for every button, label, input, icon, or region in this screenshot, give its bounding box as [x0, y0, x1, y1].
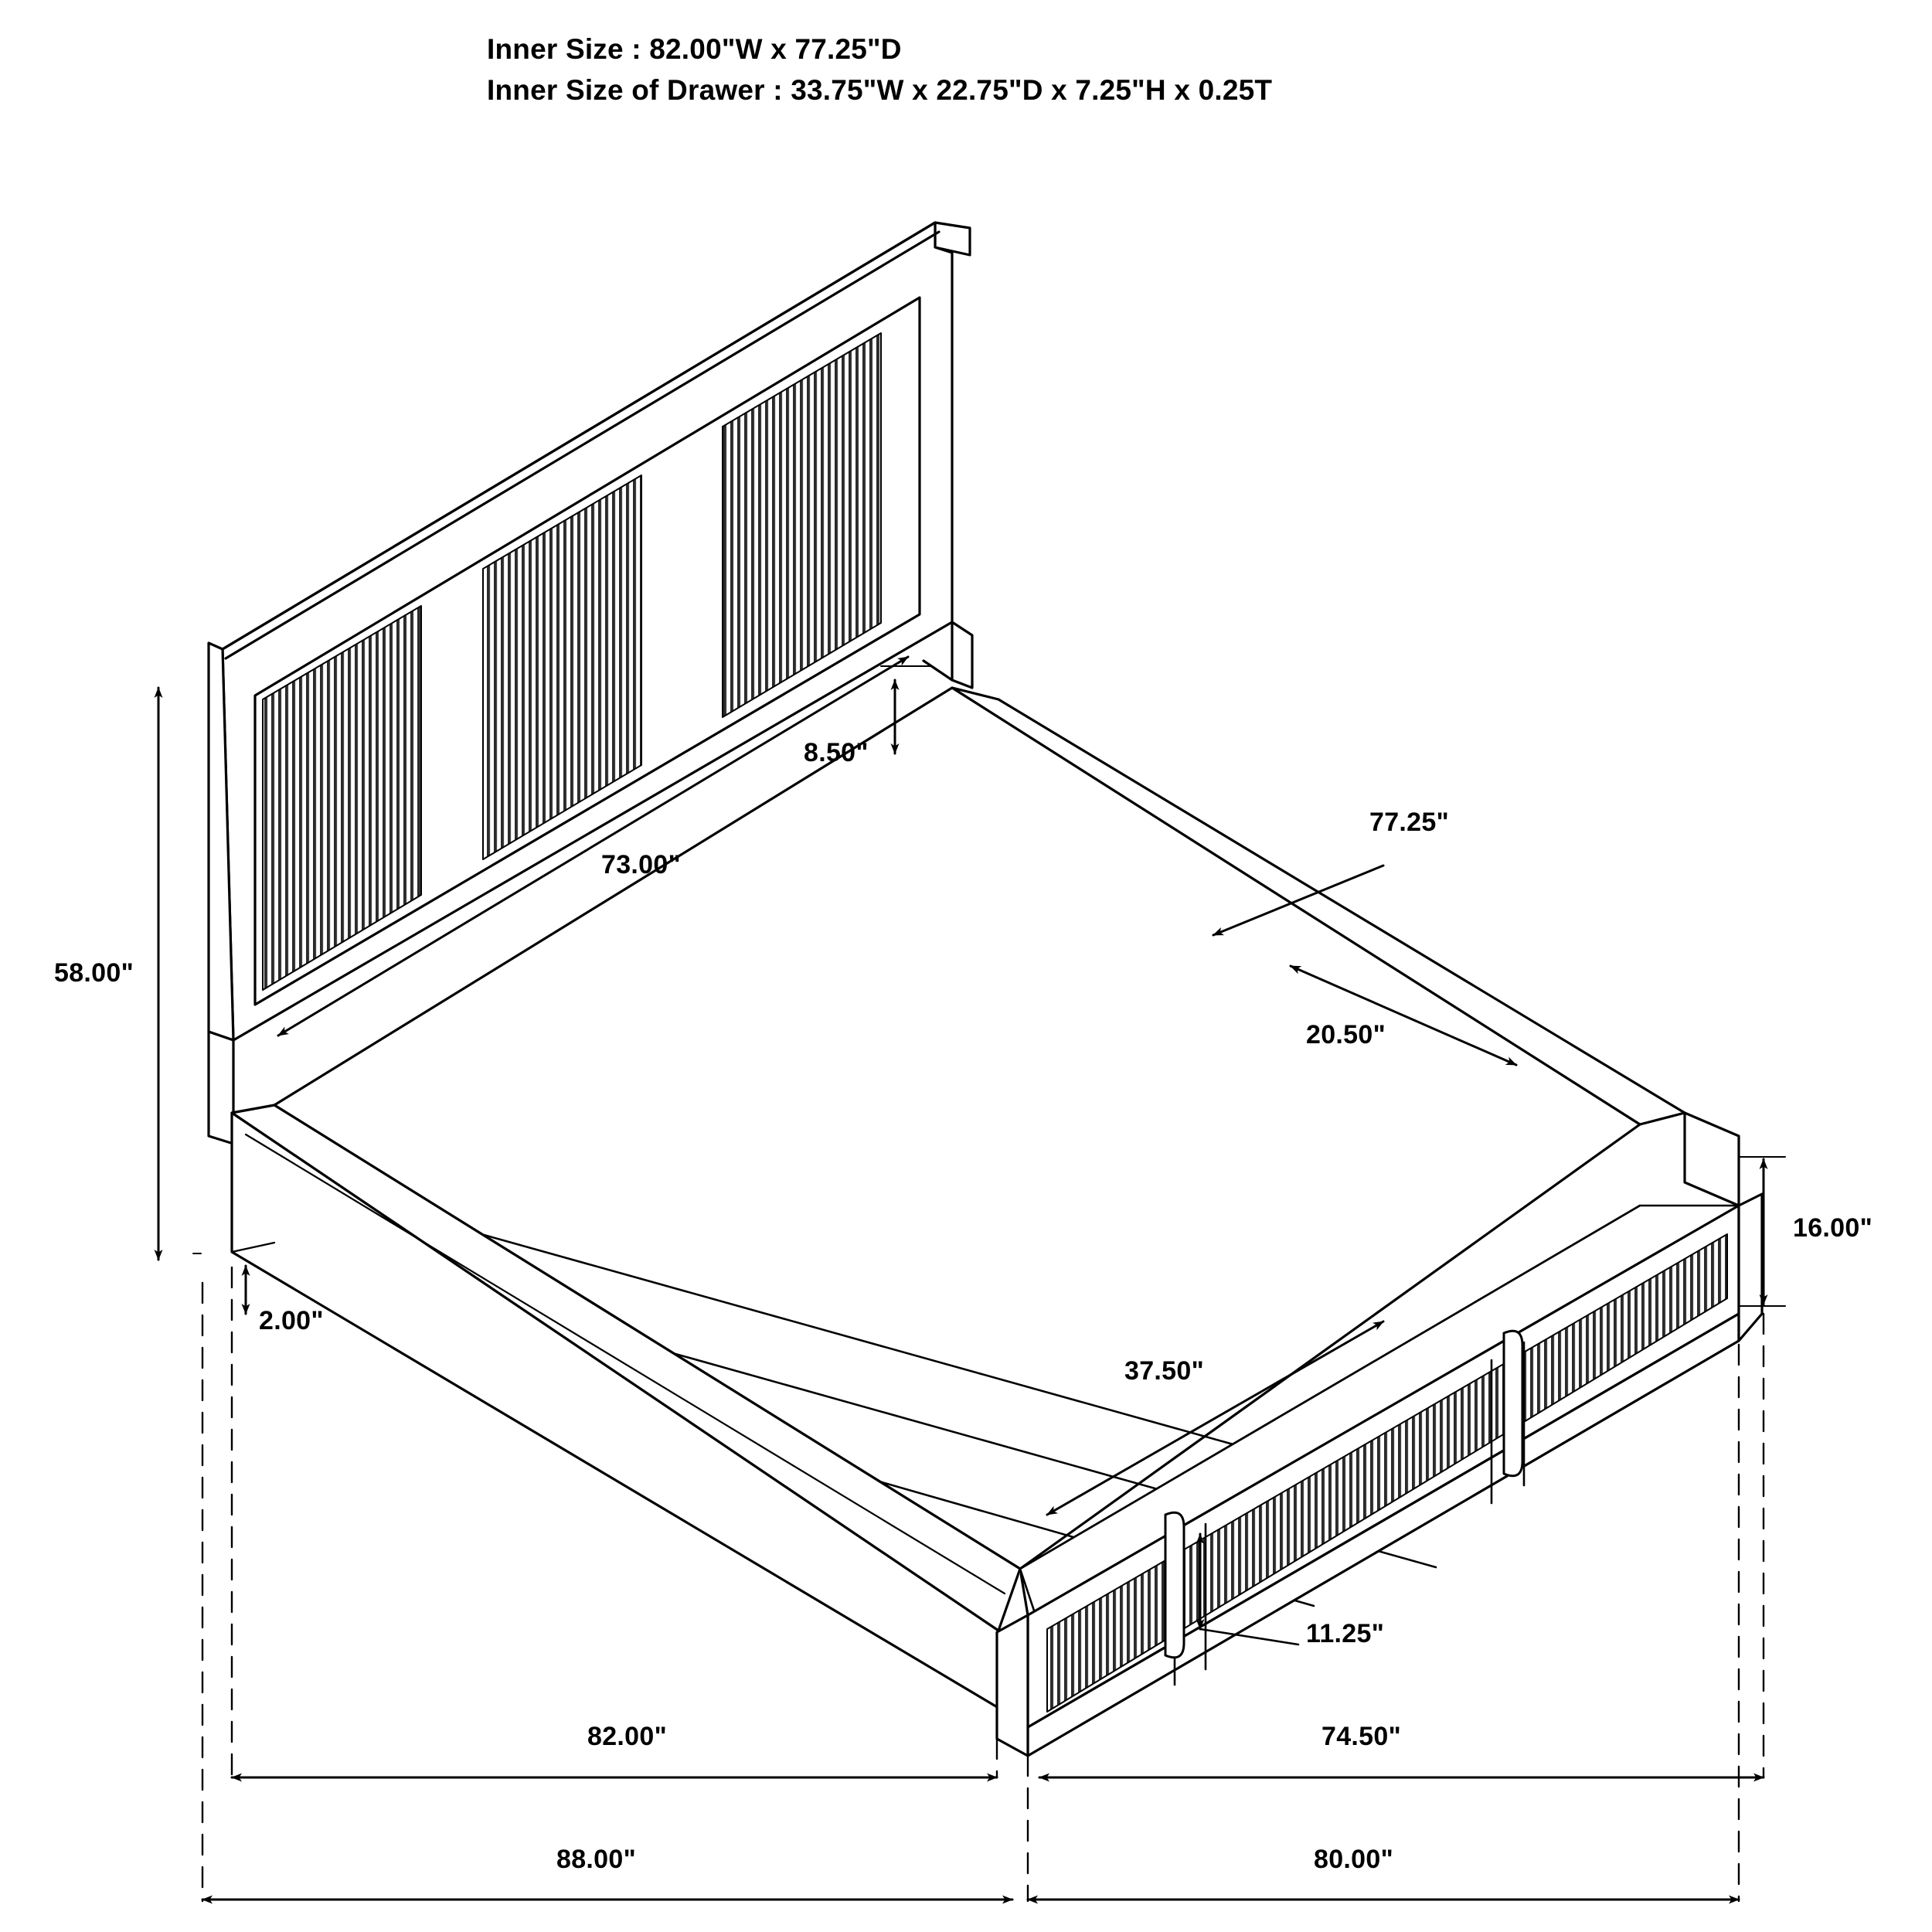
dim-headboard-height: 58.00": [54, 958, 134, 988]
dim-side-rail-width: 20.50": [1306, 1020, 1386, 1049]
dim-headboard-gap: 8.50": [804, 738, 869, 767]
dim-outer-width: 88.00": [556, 1845, 637, 1874]
dim-outer-length: 80.00": [1314, 1845, 1394, 1874]
dim-headboard-panel-width: 73.00": [601, 850, 682, 879]
spec-header-line-2: Inner Size of Drawer : 33.75"W x 22.75"D x 7.25"H x 0.25T: [487, 73, 1273, 106]
dim-footboard-height: 16.00": [1793, 1213, 1873, 1243]
dim-handle-height: 11.25": [1306, 1619, 1385, 1648]
dim-inner-width: 82.00": [587, 1722, 668, 1751]
dim-inner-length: 74.50": [1321, 1722, 1402, 1751]
spec-header-line-1: Inner Size : 82.00"W x 77.25"D: [487, 33, 902, 65]
dim-floor-clearance: 2.00": [259, 1306, 324, 1335]
dim-drawer-front-width: 37.50": [1124, 1356, 1205, 1386]
dim-deck-depth: 77.25": [1369, 808, 1450, 837]
